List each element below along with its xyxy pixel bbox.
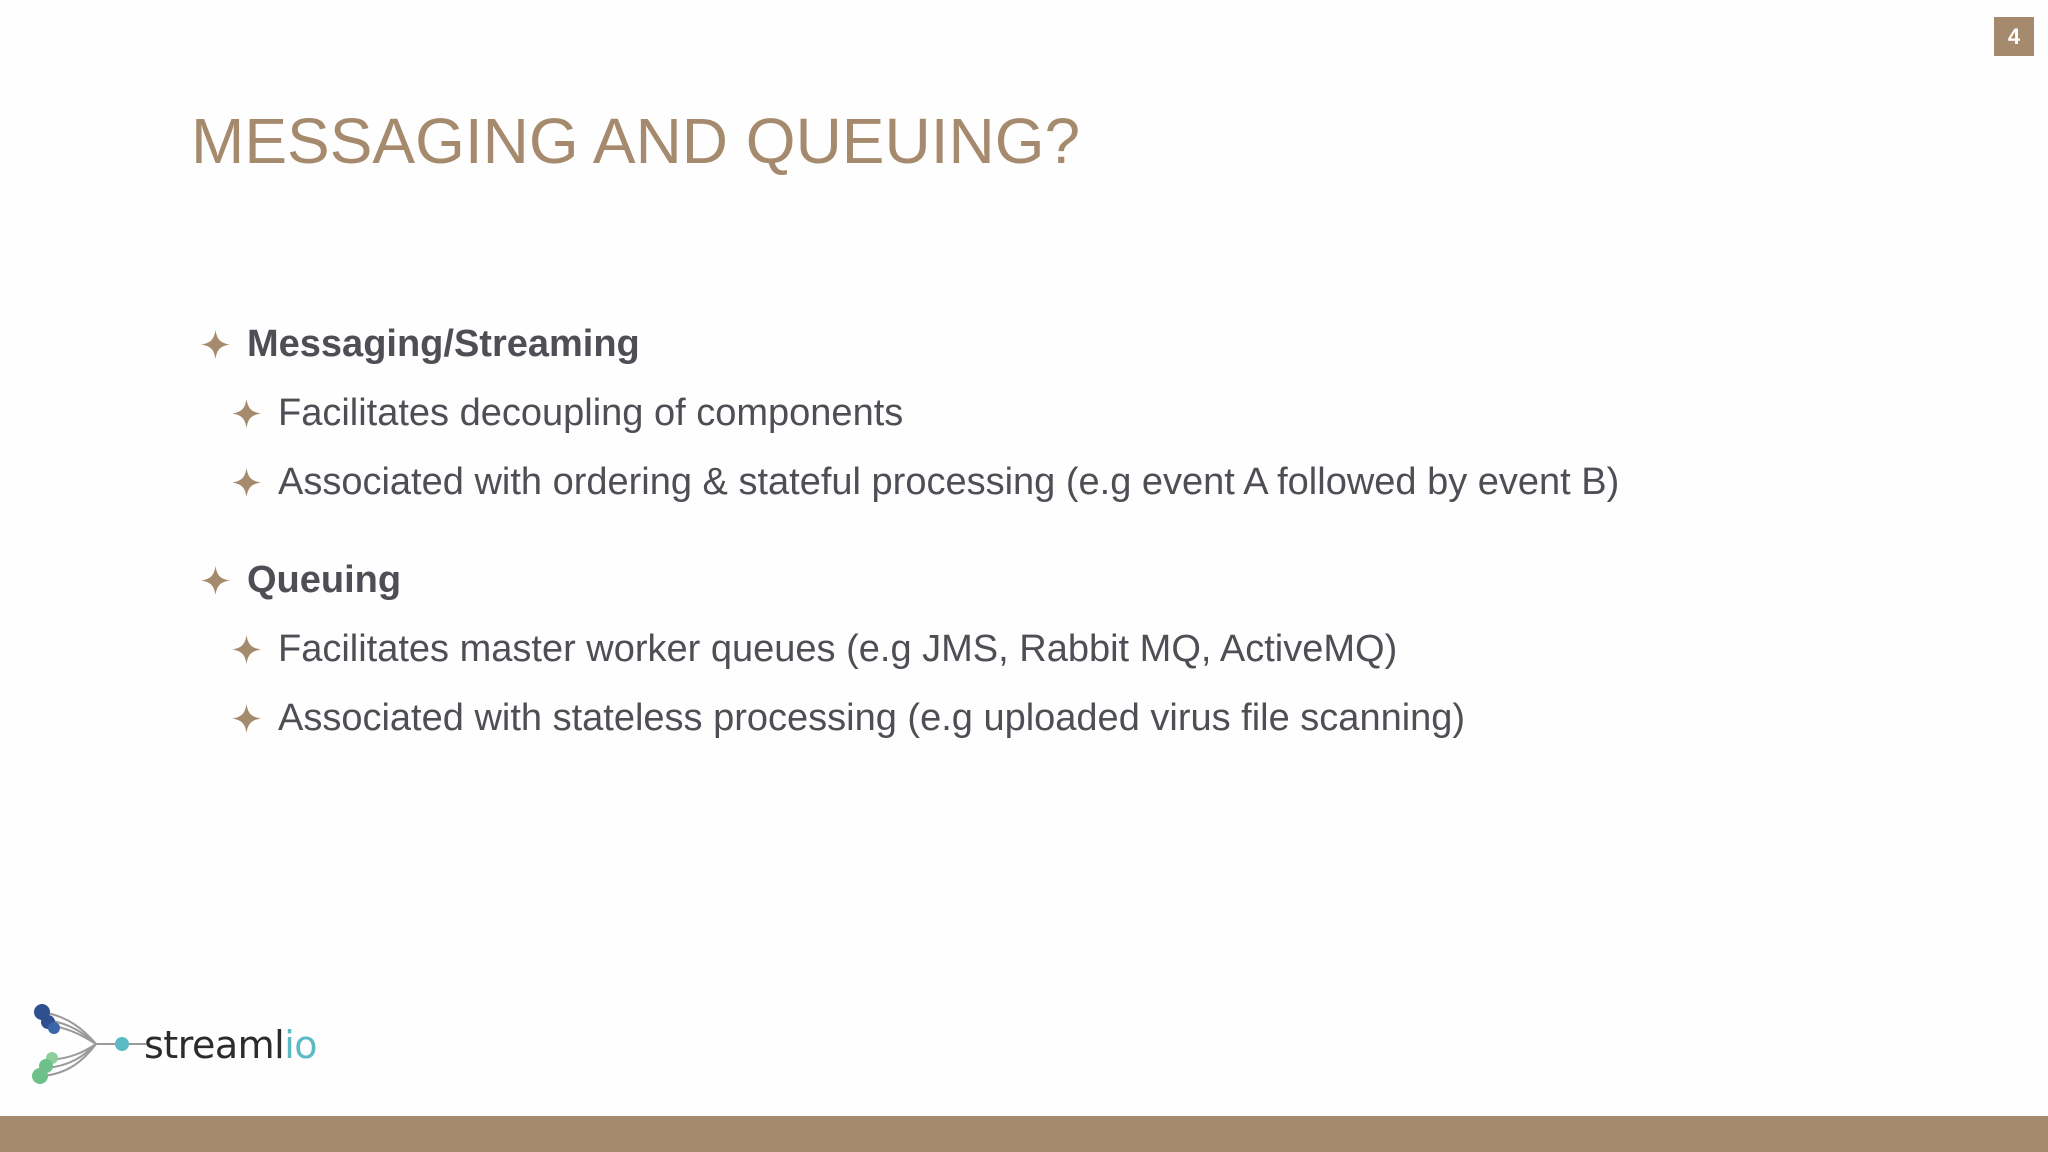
slide-title: MESSAGING AND QUEUING? bbox=[191, 105, 1081, 177]
bullet-heading bbox=[200, 320, 1900, 368]
four-point-star-icon bbox=[200, 565, 231, 596]
four-point-star-icon bbox=[200, 329, 231, 360]
streamlio-logo bbox=[28, 1000, 317, 1090]
bullet-item bbox=[200, 389, 1900, 437]
logo-wordmark: streamlio bbox=[144, 1023, 318, 1067]
bullet-heading-label: Messaging/Streaming bbox=[247, 322, 640, 365]
bullet-item bbox=[200, 458, 1900, 506]
bullet-item-label: Associated with stateless processing (e.g uploaded virus file scanning) bbox=[278, 696, 1466, 739]
bullet-item-label: Facilitates decoupling of components bbox=[278, 391, 904, 434]
bullet-item bbox=[200, 694, 1900, 742]
section-queuing bbox=[200, 556, 1900, 742]
footer-bar bbox=[0, 1116, 2048, 1152]
bullet-item bbox=[200, 625, 1900, 673]
streamlio-logo-icon bbox=[28, 1000, 148, 1090]
bullet-heading-label: Queuing bbox=[247, 558, 402, 601]
four-point-star-icon bbox=[231, 703, 262, 734]
four-point-star-icon bbox=[231, 398, 262, 429]
slide-content bbox=[200, 320, 1900, 792]
four-point-star-icon bbox=[231, 634, 262, 665]
bullet-item-label: Facilitates master worker queues (e.g JMS, Rabbit MQ, ActiveMQ) bbox=[278, 627, 1398, 670]
bullet-heading bbox=[200, 556, 1900, 604]
four-point-star-icon bbox=[231, 467, 262, 498]
bullet-item-label: Associated with ordering & stateful processing (e.g event A followed by event B) bbox=[278, 460, 1620, 503]
section-messaging-streaming bbox=[200, 320, 1900, 506]
page-number-badge: 4 bbox=[1994, 17, 2034, 56]
